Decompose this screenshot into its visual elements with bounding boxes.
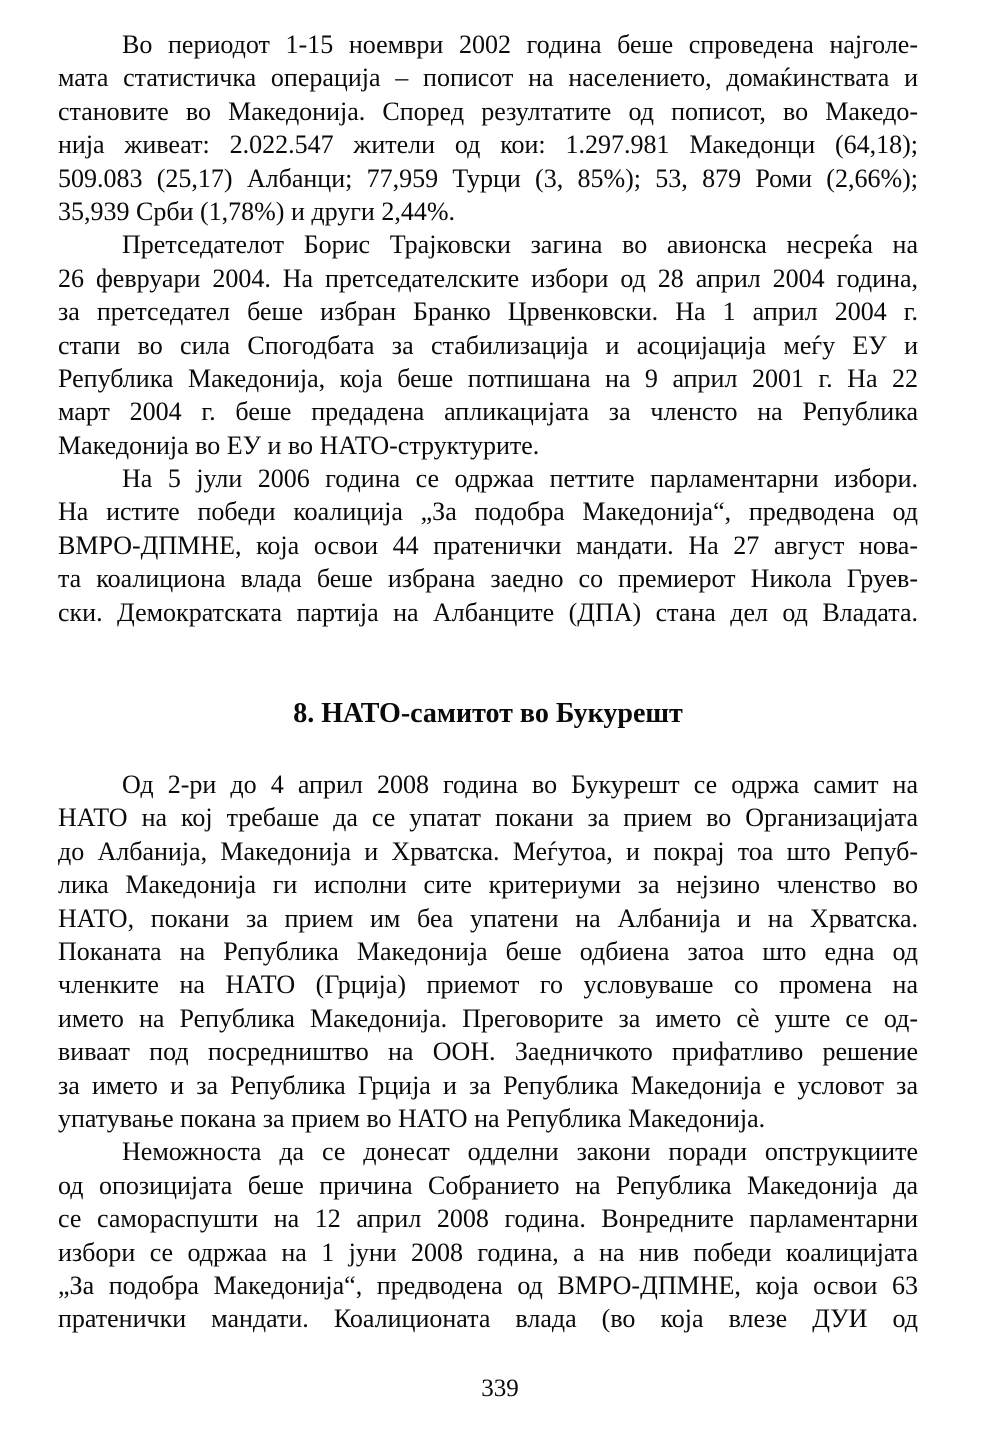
text-line: ски. Демократската партија на Албанците (ДПА) стана дел од Владата. (58, 597, 918, 627)
text-line: НАТО, покани за прием им беа упатени на Албанија и на Хрватска. (58, 903, 918, 933)
section-heading: 8. НАТО-самитот во Букурешт (293, 698, 683, 730)
text-line: Во периодот 1-15 ноември 2002 година беше спроведена најголе- (122, 30, 918, 59)
text-line: та коалициона влада беше избрана заедно со премиерот Никола Груев- (58, 564, 918, 594)
text-line: до Албанија, Македонија и Хрватска. Меѓутоа, и покрај тоа што Репуб- (58, 836, 918, 866)
text-line: Неможноста да се донесат одделни закони поради опструкциите (122, 1137, 918, 1167)
text-line: нија живеат: 2.022.547 жители од кои: 1.297.981 Македонци (64,18); (58, 130, 918, 160)
text-line: виваат под посредништво на ООН. Заедничкото прифатливо решение (58, 1037, 918, 1067)
paragraph-nato-summit (58, 768, 918, 1135)
text-line: НАТО на кој требаше да се упатат покани за прием во Организацијата (58, 803, 918, 833)
text-line: за името и за Република Грција и за Република Македонија е условот за (58, 1070, 918, 1100)
text-line: 509.083 (25,17) Албанци; 77,959 Турци (3, 85%); 53, 879 Роми (2,66%); (58, 163, 918, 193)
text-line: Република Македонија, која беше потпишана на 9 април 2001 г. На 22 (58, 363, 918, 393)
paragraph-president-2004 (58, 228, 918, 462)
text-line: Поканата на Република Македонија беше одбиена затоа што една од (58, 936, 918, 966)
text-line: На 5 јули 2006 година се одржаа петтите парламентарни избори. (122, 464, 918, 494)
text-line: март 2004 г. беше предадена апликацијата за членсто на Република (58, 397, 918, 427)
paragraph-elections-2006 (58, 462, 918, 629)
text-line: се самораспушти на 12 април 2008 година. Вонредните парламентарни (58, 1204, 918, 1234)
text-line: избори се одржаа на 1 јуни 2008 година, а на нив победи коалицијата (58, 1237, 918, 1267)
text-line: мата статистичка операција – пописот на населението, домаќинствата и (58, 63, 918, 93)
text-line: името на Република Македонија. Преговорите за името сѐ уште се од- (58, 1003, 918, 1033)
text-line: 35,939 Срби (1,78%) и други 2,44%. (58, 196, 455, 226)
text-line: Од 2-ри до 4 април 2008 година во Букурешт се одржа самит на (122, 770, 918, 800)
text-line: пратенички мандати. Коалиционата влада (во која влезе ДУИ од (58, 1304, 918, 1334)
text-line: „За подобра Македонија“, предводена од ВМРО-ДПМНЕ, која освои 63 (58, 1270, 918, 1300)
paragraph-census-2002 (58, 28, 918, 228)
text-line: лика Македонија ги исполни сите критериуми за нејзино членство во (58, 870, 918, 900)
text-line: Претседателот Борис Трајковски загина во авионска несреќа на (122, 230, 918, 260)
text-line: ВМРО-ДПМНЕ, која освои 44 пратенички мандати. На 27 август нова- (58, 530, 918, 560)
text-line: На истите победи коалиција „За подобра Македонија“, предводена од (58, 497, 918, 527)
text-line: Македонија во ЕУ и во НАТО-структурите. (58, 430, 540, 460)
paragraph-elections-2008 (58, 1135, 918, 1335)
text-line: становите во Македонија. Според резултатите од пописот, во Македо- (58, 96, 918, 126)
text-line: членките на НАТО (Грција) приемот го условуваше со промена на (58, 970, 918, 1000)
text-line: од опозицијата беше причина Собранието на Република Македонија да (58, 1170, 918, 1200)
text-line: за претседател беше избран Бранко Црвенковски. На 1 април 2004 г. (58, 297, 918, 327)
text-line: стапи во сила Спогодбата за стабилизација и асоцијација меѓу ЕУ и (58, 330, 918, 360)
page-number: 339 (481, 1375, 519, 1402)
text-line: 26 февруари 2004. На претседателските избори од 28 април 2004 година, (58, 263, 918, 293)
text-line: упатување покана за прием во НАТО на Република Македонија. (58, 1103, 766, 1133)
text-block (58, 28, 918, 1336)
